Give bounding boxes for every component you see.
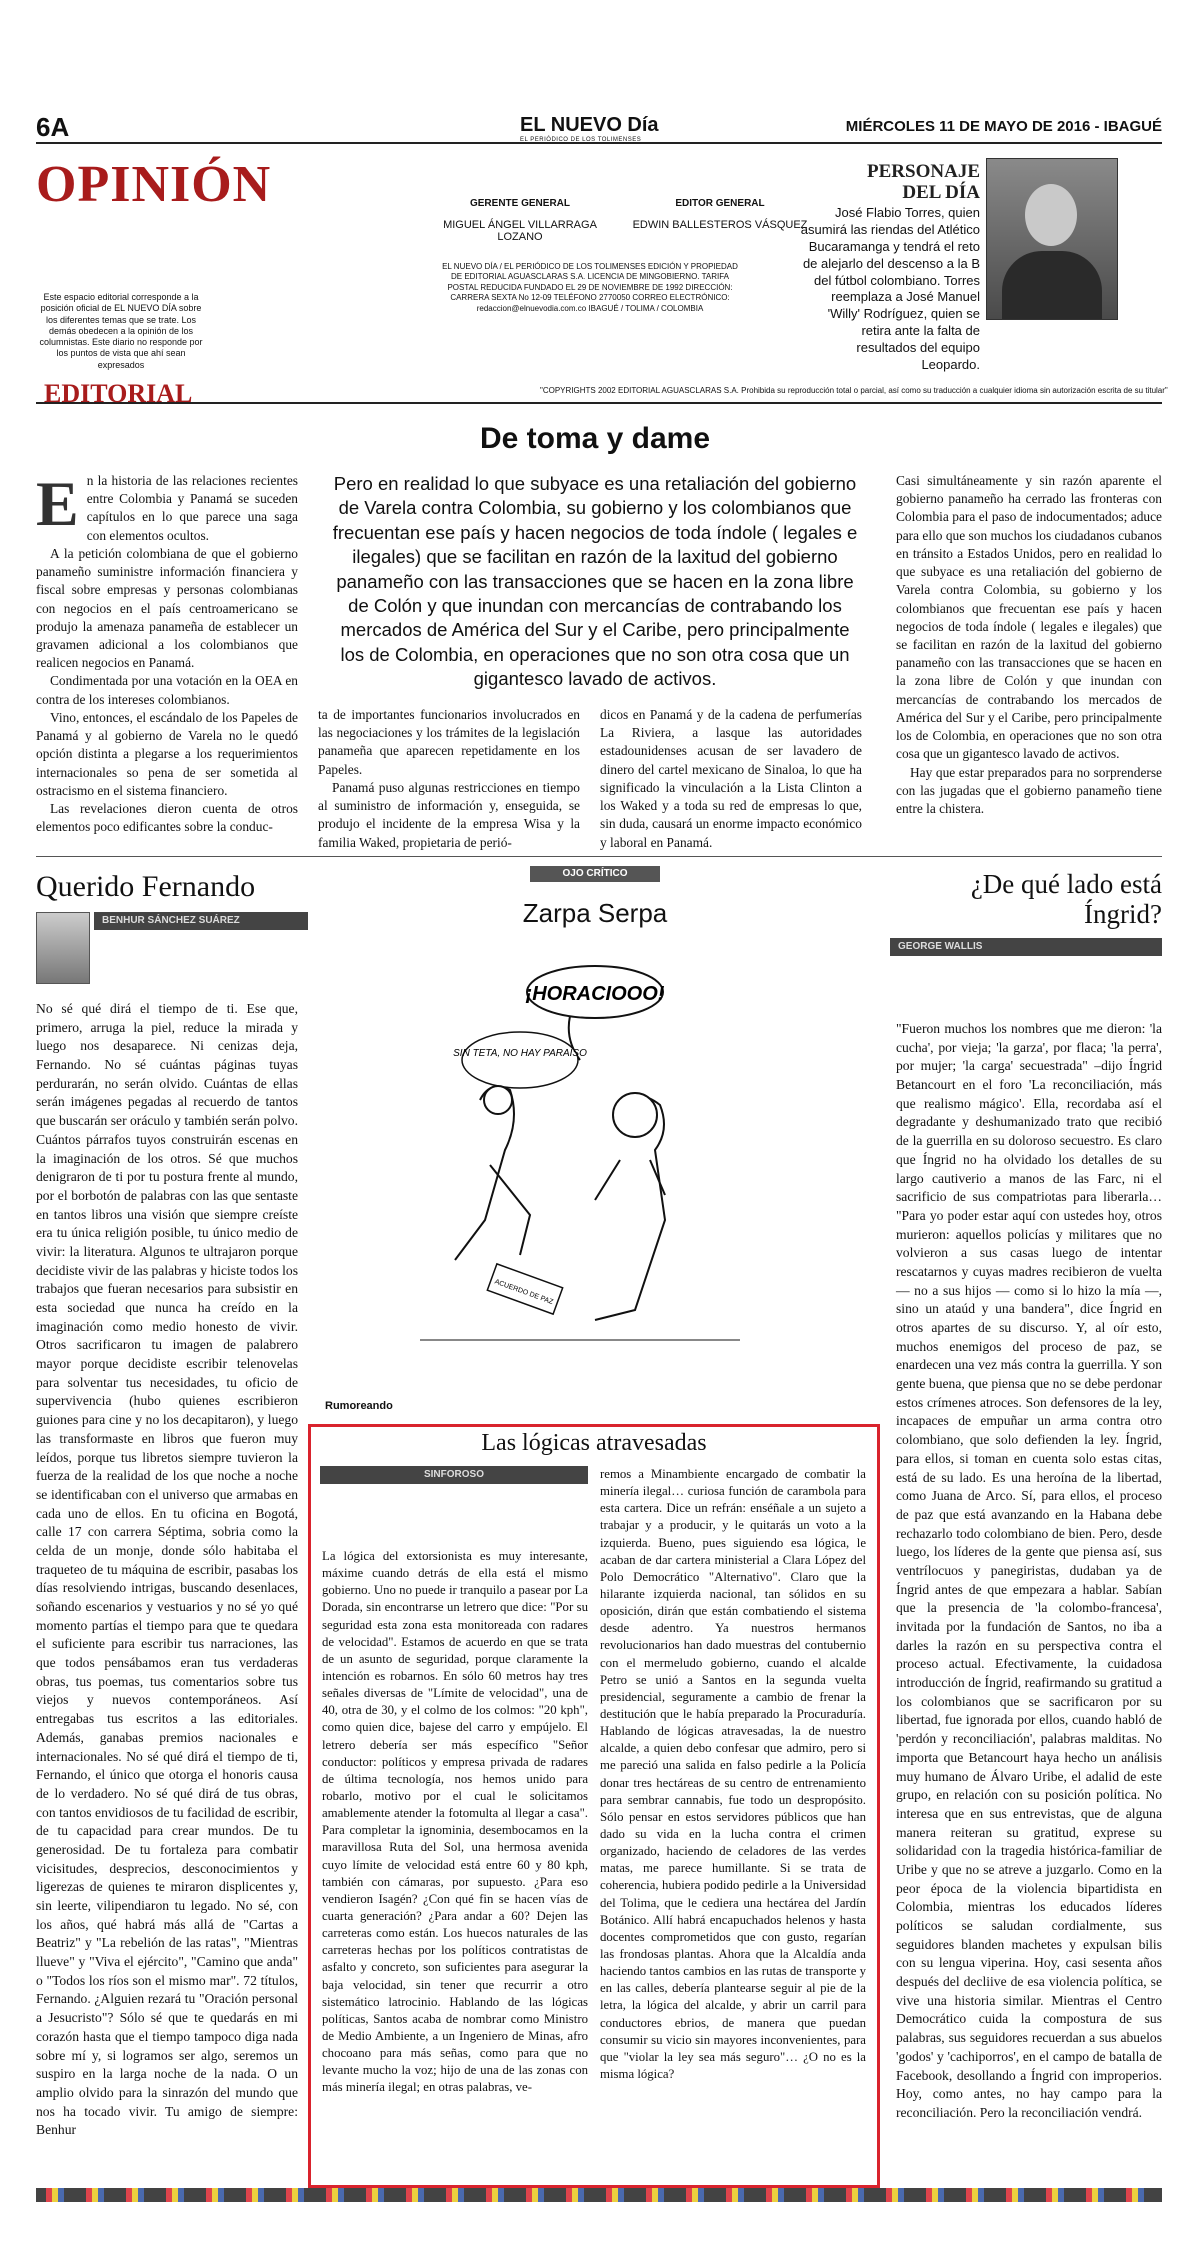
rumoreando-label: Rumoreando xyxy=(325,1400,393,1412)
masthead-subtitle: EL PERIÓDICO DE LOS TOLIMENSES xyxy=(520,137,642,143)
bubble-horacio: ¡HORACIOOO! xyxy=(525,983,665,1005)
personaje-title-line2: DEL DÍA xyxy=(902,181,980,203)
col1-p2: A la petición colombiana de que el gobierno panameño suministre información financiera y fiscal sobre empresas y personas colombianas con negocios en el país centroamericano se produjo la amenaza panameña de establecer un gravamen adicional a los colombianos que realicen negocios en Panamá. xyxy=(36,545,298,671)
publisher-info: EL NUEVO DÍA / EL PERIÓDICO DE LOS TOLIMENSES EDICIÓN Y PROPIEDAD DE EDITORIAL AGUASCLARAS S.A. LICENCIA DE MINGOBIERNO. TARIFA POSTAL REDUCIDA FUNDADO EL 29 DE NOVIEMBRE DE 1992 DIRECCIÓN: CARRERA SEXTA No 12-09 TELÉFONO 2770050 CORREO ELECTRÓNICO: redaccion@elnuevodia.com.co IBAGUÉ / TOLIMA / COLOMBIA xyxy=(442,262,738,313)
author-photo xyxy=(36,912,90,984)
col3-p1: dicos en Panamá y de la cadena de perfumerías La Riviera, a lasque las autoridades estadounidenses acusan de ser lavadero de dinero del cartel mexicano de Sinaloa, lo que ha significado la vinculación a la Lista Clinton a los Waked y a toda su red de empresas lo que, sin duda, causará un enorme impacto económico y laboral en Panamá. xyxy=(600,707,862,850)
editorial-column-3 xyxy=(600,706,862,852)
photo-body xyxy=(1002,251,1102,319)
ingrid-text: "Fueron muchos los nombres que me dieron: 'la cucha', por vieja; 'la garza', por flaca; 'la perra', por mujer; 'la carga' secuestrada" –dijo Íngrid Betancourt en el foro 'La reconciliación, más que realismo mágico'. Ella, recordaba así el degradante y deshumanizado trato que recibió de la guerrilla en su doloroso secuestro. Es claro que Íngrid no ha olvidado los detalles de su largo cautiverio a manos de las Farc, ni el sacrificio de sus compatriotas para liberarla… "Para yo poder estar aquí con ustedes hoy, otros murieron: aquellos policías y militares que no volvieron a sus casas luego de intentar rescatarnos y cuyas madres recibieron de vuelta — no a sus hijos — como si lo hizo la mía —, sino un ataúd y una bandera", dice Íngrid en otros apartes de su discurso. Y, al oír esto, muchos enemigos del proceso de paz, se enardecen una vez más contra la guerrilla. Y son gente buena, que piensa que no se debe perdonar estos crímenes atroces. Son defensores de la ley, incapaces de empuñar un arma contra otro colombiano, que solo defienden la ley. Íngrid, para ellos, si toman en cuenta solo estas citas, está de su lado. Es una heroína de la libertad, como Juana de Arco. Sí, para ellos, el proceso de paz que está avanzando en la Habana debe rechazarlo todo colombiano de bien. Pero, desde luego, los líderes de la gente que piensa así, sus ventrílocuos y panegiristas, dudaban ya de Íngrid antes de que empezara a hablar. Sabían que la presencia de 'la colombo-francesa', invitada por la fundación de Santos, no iba a darles la razón en su perspectiva contra el proceso actual. Efectivamente, la cuidadosa introducción de Íngrid, reafirmando su gratitud a los colombianos que se sacrificaron por su libertad, fue ignorada por ellos, cuando habló de 'perdón y reconciliación', palabras malditas. No importa que Betancourt haya hecho un análisis muy humano de Álvaro Uribe, el adalid de este grupo, en relación con su posición política. No interesa que en sus entrevistas, que de alguna manera reiteran su gratitud, exprese su solidaridad con la tragedia histórica-familiar de Uribe y que no se atreve a juzgarlo. Como en la peor época de la violencia bipartidista en Colombia, mientras los educados líderes políticos se saludan cordialmente, sus seguidores blanden machetes y expulsan bilis con su lengua viperina. Hoy, casi sesenta años después del decliive de esa violencia política, se vive una historia similar. Mientras el Centro Democrático cuida la compostura de sus palabras, sus seguidores recuerdan a sus abuelos 'godos' y 'cachiporros', en el campo de batalla de Facebook, desollando a Íngrid con improperios. Hoy, como antes, no hay campo para la reconciliación. Pero la reconciliación vendrá. xyxy=(896,1021,1162,2120)
querido-author: BENHUR SÁNCHEZ SUÁREZ xyxy=(94,912,308,930)
rumoreando-column-1: La lógica del extorsionista es muy interesante, máxime cuando detrás de ella está el mismo gobierno. Uno no puede ir tranquilo a pasear por La Dorada, sin encontrarse un letrero que dice: "Por su seguridad esta zona esta monitoreada con radares de velocidad". Estamos de acuerdo en que se trata de un asunto de seguridad, porque claramente la intención es robarnos. En sólo 60 metros hay tres señales diversas de "Límite de velocidad", una de 40, otra de 30, y el colmo de los colmos: "20 kph", como quien dice, bajese del carro y empújelo. El letrero debería ser más específico "Señor conductor: políticos y empresa privada de radares de última tecnología, nos hemos unido para robarlo, motivo por el cual le solicitamos amablemente atender la fotomulta al llegar a casa". Para completar la ignominia, desembocamos en la maravillosa Ruta del Sol, una hermosa avenida cuyo límite de velocidad está entre 60 y 80 kph, también con cámaras, por supuesto. ¿Para eso vendieron Isagén? ¿Con qué fin se hacen vías de cuarta generación? ¿Para andar a 60? Dejen las carreteras como están. Los huecos naturales de las carreteras hechas por los políticos contratistas de asfalto y concreto, son suficientes para asegurar la baja velocidad, sin tener que recurrir a otro sistemático latrocinio. Hablando de las lógicas políticas, Santos acaba de nombrar como Ministro de Medio Ambiente, a un Ingeniero de Minas, afro chocoano para más señas, como para que no levante mucho la voz; hijo de una de las zonas con más minería ilegal; en otras palabras, ve- xyxy=(322,1549,588,2095)
staff-editor xyxy=(630,198,810,231)
ingrid-title: ¿De qué lado está Íngrid? xyxy=(970,869,1162,929)
rumoreando-column-2: remos a Minambiente encargado de combatir la minería ilegal… curiosa función de carambola para esta cartera. Dice un refrán: enséñale a un sujeto a trabajar y a producir, y le quitarás un voto a la izquierda. Bueno, pues siguiendo esa lógica, le acaban de dar cartera ministerial a Clara López del Polo Democrático "Alternativo". Claro que la hilarante izquierda nacional, tan sólidos en su oposición, dirán que están combatiendo el sistema desde adentro. Ya nuestros hermanos revolucionarios han dado muestras del contubernio con el mermeludo gobierno, cuando el alcalde Petro se unió a Santos en la segunda vuelta presidencial, seguramente a cambio de frenar la destitución que le había preparado la Procuraduría. Hablando de lógicas atravesadas, la de nuestro alcalde, a quien debo confesar que admiro, pero si me pareció una salida en falso pedirle a la Policía donar tres hectáreas de su centro de entrenamiento para sembrar cannabis, fue todo un despropósito. Sólo pensar en estos servidores públicos que han dado su vida en la lucha contra el crimen organizado, haciendo de celadores de las verdes matas, me parece humillante. Si se trata de coherencia, hubiera podido pedirle a la Universidad del Tolima, que le cediera una hectárea del Jardín Botánico. Allí habrá encapuchados helenos y hasta docentes comprometidos que con gusto, regarían las frondosas plantas. Ahora que la Alcaldía anda haciendo tantos cambios en las rutas de transporte y en las calles, debería plantearse seguir al pie de la letra, la lógica del alcalde, y abrir un carril para conductores ebrios, de manera que puedan consumir su vicio sin mayores inconvenientes, para que "violar la ley sea más seguro"… ¿O no es la misma lógica? xyxy=(600,1467,866,2081)
ingrid-author: GEORGE WALLIS xyxy=(890,938,1162,956)
editorial-label: EDITORIAL xyxy=(44,379,193,408)
personaje-photo xyxy=(986,158,1118,320)
editor-name: EDWIN BALLESTEROS VÁSQUEZ xyxy=(632,219,808,231)
editorial-column-2 xyxy=(318,706,580,852)
col1-p3: Condimentada por una votación en la OEA en contra de los intereses colombianos. xyxy=(36,673,298,707)
personaje-title-line1: PERSONAJE xyxy=(867,161,980,182)
cartoon-sign: ACUERDO DE PAZ xyxy=(493,1278,554,1307)
masthead-title: EL NUEVO Día xyxy=(520,114,659,136)
section-divider xyxy=(36,856,1162,857)
personaje-title xyxy=(820,162,980,204)
staff-manager xyxy=(420,198,620,243)
col2-p1: ta de importantes funcionarios involucrados en las negociaciones y los trámites de la legislación panameña que aparecen repetidamente en los Papeles. xyxy=(318,707,580,777)
editorial-note: Este espacio editorial corresponde a la posición oficial de EL NUEVO DÍA sobre los diferentes temas que se trate. Los demás obedecen a la opinión de los columnistas. Este diario no responde por los puntos de vista que ahí sean expresados xyxy=(39,292,203,370)
querido-title: Querido Fernando xyxy=(36,870,256,903)
col4-p1: Casi simultáneamente y sin razón aparente el gobierno panameño ha cerrado las fronteras con Colombia para el paso de indocumentados; aduce para ello que son muchos los ciudadanos cubanos en tránsito a Estados Unidos, pero en realidad lo que subyace es una retaliación del gobierno de Varela contra Colombia, su gobierno y los colombianos que frecuentan ese país y hacen negocios de toda índole ( legales e ilegales) que se facilitan en razón de la laxitud del gobierno panameño con las transacciones que se hacen en la zona libre de Colón y que inundan con mercancías de contrabando los mercados de América del Sur y el Caribe, pero principalmente los de Colombia, en operaciones que no son otra cosa que un gigantesco lavado de activos. xyxy=(896,473,1162,762)
editorial-column-1 xyxy=(36,468,298,836)
col1-p4: Vino, entonces, el escándalo de los Papeles de Panamá y al gobierno de Varela no le quedó opción distinta a plegarse a los requerimientos internacionales so pena de ser sometida al ostracismo en el sistema financiero. xyxy=(36,709,298,798)
editorial-headline: De toma y dame xyxy=(479,422,711,455)
cartoon-title: Zarpa Serpa xyxy=(522,898,668,928)
manager-label: GERENTE GENERAL xyxy=(469,198,570,209)
ojo-critico-label: OJO CRÍTICO xyxy=(530,866,660,882)
rumoreando-author: SINFOROSO xyxy=(320,1466,588,1484)
editorial-pullquote: Pero en realidad lo que subyace es una retaliación del gobierno de Varela contra Colombia, su gobierno y los colombianos que frecuentan ese país y hacen negocios de toda índole ( legales e ilegales) que se facilitan en razón de la laxitud del gobierno panameño con las transacciones que se hacen en la zona libre de Colón y que inundan con mercancías de contrabando los mercados de América del Sur y el Caribe, pero principalmente los de Colombia, en operaciones que no son otra cosa que un gigantesco lavado de activos. xyxy=(332,473,858,690)
querido-text: No sé qué dirá el tiempo de ti. Ese que, primero, arruga la piel, reduce la mirada y luego nos desaparece. Ni cenizas deja, Fernando. No sé cuántas páginas tuyas perdurarán, no serán olvido. Cuántas de ellas serán imágenes pegadas al recuerdo de tantos que buscarán ser oráculo y también serán polvo. Cuántos párrafos tuyos construirán escenas en la imaginación de los otros. Sé que muchos denigraron de ti por tu postura frente al mundo, por el borbotón de palabras con las que sentaste en tantos libros una visión que siempre creíste era tu única religión posible, tu único medio de vivir: la literatura. Algunos te ultrajaron porque decidiste vivir de las palabras y hiciste todos los trabajos que fueran necesarios para subsistir en esta sociedad que nunca ha creído en la imaginación como medio honesto de vivir. Otros sacrificaron tu imagen de palabrero mayor porque decidiste escribir telenovelas para solventar tus necesidades, tu oficio de supervivencia (hubo quienes escribieron guiones para cine y no los decapitaron), y luego las transformaste en libros que fueron muy leídos, porque tus libretos siempre tuvieron la fuerza de la realidad de los que noche a noche se identificaban con el universo que armabas en cada uno de ellos. En tu oficina en Bogotá, calle 17 con carrera Séptima, sobria como la celda de un monje, donde sólo habitaba el traqueteo de tu máquina de escribir, pasabas los días resolviendo intrigas, buscando desenlaces, soñando escenarios y vestuarios y no sé yo qué momento partías el tiempo para que te quedara el suficiente para escribir tus narraciones, las que todos pensábamos eran tus verdaderas obras, tus poemas, tus comentarios sobre tus viejos y nuevos contemporáneos. Así entregabas tus escritos a las editoriales. Además, ganabas premios nacionales e internacionales. No sé qué dirá el tiempo de ti, Fernando, el único que otorga el honoris causa de lo verdadero. No sé qué dirá de tus obras, con tantos envidiosos de tu facilidad de escribir, de tu capacidad para crear mundos. De tu generosidad. De tu fortaleza para combatir vicisitudes, desprecios, desconocimientos y ligerezas de quienes te miraron displicentes y, sin leerte, vilipendiaron tu legado. No sé, con los años, qué habrá más allá de "Cartas a Beatriz" y "La rebelión de las ratas", "Mientras llueve" y "Viva el ejército", "Camino que anda" o "Todos los ríos son el mismo mar". 72 títulos, Fernando. ¿Alguien rezará tu "Oración personal a Jesucristo"? Sólo sé que te quedarás en mi corazón hasta que el tiempo tampoco diga nada sobre mí y, si logramos ser algo, seremos un suspiro en la larga noche de la nada. O un amplio olvido para la sinrazón del mundo que nos ha tocado vivir. Tu amigo de siempre: Benhur xyxy=(36,1001,298,2138)
editorial-column-4 xyxy=(896,472,1162,818)
photo-face xyxy=(1025,184,1077,246)
copyright-note: "COPYRIGHTS 2002 EDITORIAL AGUASCLARAS S.A. Prohibida su reproducción total o parcial, así como su traducción a cualquier idioma sin autorización escrita de su titular" xyxy=(540,386,1168,395)
manager-name: MIGUEL ÁNGEL VILLARRAGA LOZANO xyxy=(443,219,597,243)
cartoon-illustration xyxy=(420,950,740,1370)
page-number: 6A xyxy=(36,112,70,142)
footer-color-bar xyxy=(36,2188,1162,2202)
section-title: OPINIÓN xyxy=(36,156,272,213)
dateline: MIÉRCOLES 11 DE MAYO DE 2016 - IBAGUÉ xyxy=(845,118,1162,135)
editor-label: EDITOR GENERAL xyxy=(675,198,765,209)
rumoreando-title: Las lógicas atravesadas xyxy=(481,1430,707,1456)
masthead-logo xyxy=(520,114,659,143)
personaje-text: José Flabio Torres, quien asumirá las riendas del Atlético Bucaramanga y tendrá el reto de alejarlo del descenso a la B del fútbol colombiano. Torres reemplaza a José Manuel 'Willy' Rodríguez, quien se retira ante la falta de resultados del equipo Leopardo. xyxy=(800,205,980,373)
dropcap: E xyxy=(36,468,79,539)
col2-p2: Panamá puso algunas restricciones en tiempo al suministro de información y, enseguida, se produjo el incidente de la empresa Wisa y la familia Waked, propietaria de perió- xyxy=(318,779,580,850)
col4-p2: Hay que estar preparados para no sorprenderse con las jugadas que el gobierno panameño tiene entre la chistera. xyxy=(896,764,1162,816)
col1-p1: n la historia de las relaciones recientes entre Colombia y Panamá se suceden capítulos en lo que parece una saga con elementos ocultos. xyxy=(86,473,298,543)
bubble-sin-teta: SIN TETA, NO HAY PARAÍSO xyxy=(453,1048,587,1059)
col1-p5: Las revelaciones dieron cuenta de otros elementos poco edificantes sobre la conduc- xyxy=(36,800,298,835)
